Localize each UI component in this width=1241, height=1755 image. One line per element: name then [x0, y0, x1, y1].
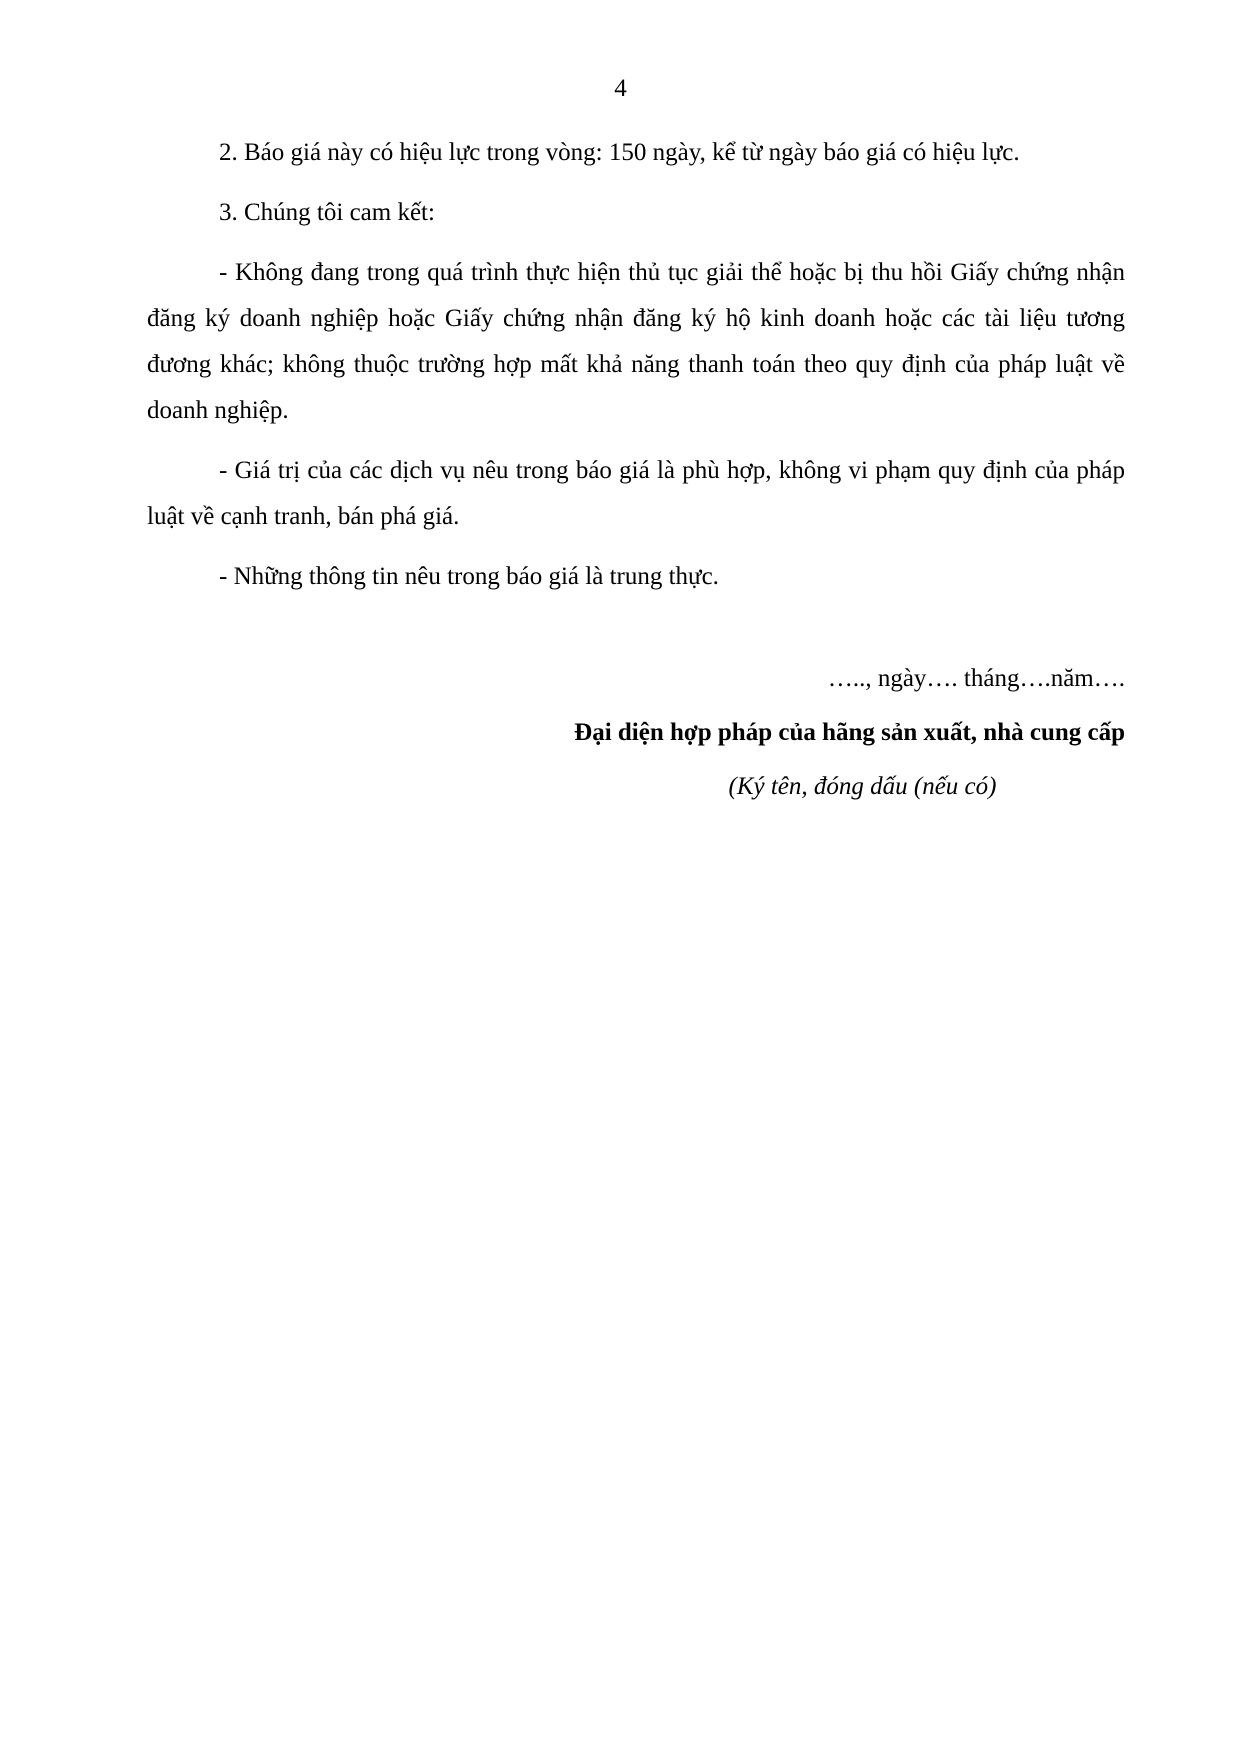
paragraph-commitment-pricing: - Giá trị của các dịch vụ nêu trong báo giá là phù hợp, không vi phạm quy định của pháp luật về cạnh tranh, bán phá giá. [147, 457, 1125, 530]
page-number: 4 [614, 75, 627, 102]
signature-date-line: ….., ngày…. tháng….năm…. [827, 665, 1125, 692]
signature-title: Đại diện hợp pháp của hãng sản xuất, nhà cung cấp [574, 719, 1125, 746]
paragraph-commitment-truthful: - Những thông tin nêu trong báo giá là trung thực. [219, 563, 719, 590]
document-body [147, 130, 1125, 600]
signature-note: (Ký tên, đóng dấu (nếu có) [728, 773, 997, 800]
paragraph-commitment-dissolution: - Không đang trong quá trình thực hiện thủ tục giải thể hoặc bị thu hồi Giấy chứng nhận đăng ký doanh nghiệp hoặc Giấy chứng nhận đăng ký hộ kinh doanh hoặc các tài liệu tương đương khác; không thuộc trường hợp mất khả năng thanh toán theo quy định của pháp luật về doanh nghiệp. [147, 259, 1125, 424]
paragraph-validity: 2. Báo giá này có hiệu lực trong vòng: 150 ngày, kể từ ngày báo giá có hiệu lực. [219, 139, 1020, 166]
signature-block [540, 656, 1125, 810]
paragraph-commitment-heading: 3. Chúng tôi cam kết: [219, 199, 435, 226]
